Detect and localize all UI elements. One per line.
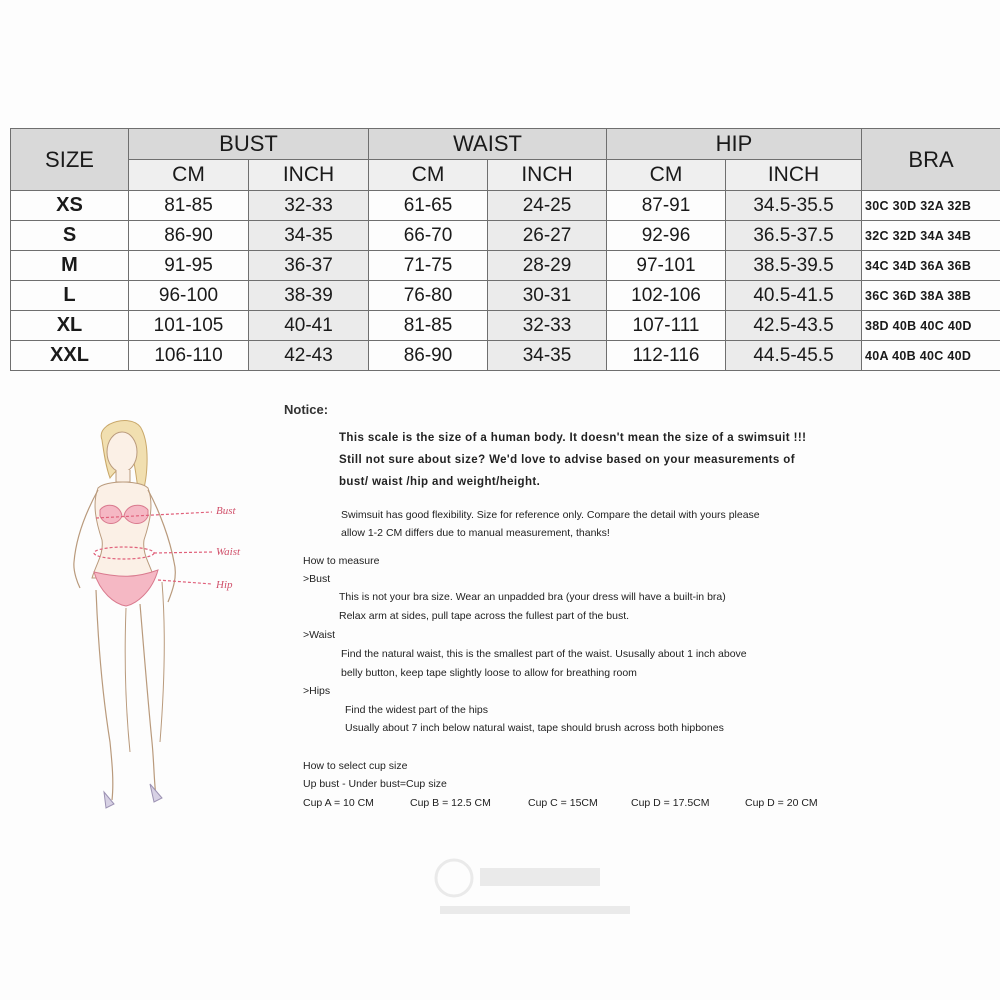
bust-cm-header: CM <box>129 160 249 191</box>
waist-inch-cell: 28-29 <box>488 251 607 281</box>
hip-inch-cell: 44.5-45.5 <box>726 341 862 371</box>
waist-inch-header: INCH <box>488 160 607 191</box>
how-to-measure-heading: How to measure <box>303 555 380 567</box>
cup-size-item: Cup C = 15CM <box>528 797 598 809</box>
bust-cm-cell: 81-85 <box>129 191 249 221</box>
waist-instruction: Find the natural waist, this is the smallest part of the waist. Ususally about 1 inch above <box>341 648 747 660</box>
notice-bold-line: This scale is the size of a human body. It doesn't mean the size of a swimsuit !!! <box>339 432 807 444</box>
waist-cm-cell: 76-80 <box>369 281 488 311</box>
size-cell: L <box>11 281 129 311</box>
bust-label: Bust <box>216 505 236 517</box>
size-cell: XXL <box>11 341 129 371</box>
bust-cm-cell: 101-105 <box>129 311 249 341</box>
hips-instruction: Find the widest part of the hips <box>345 704 488 716</box>
size-cell: S <box>11 221 129 251</box>
hip-cm-cell: 107-111 <box>607 311 726 341</box>
flexibility-note: allow 1-2 CM differs due to manual measurement, thanks! <box>341 527 610 539</box>
hip-cm-cell: 87-91 <box>607 191 726 221</box>
table-row <box>11 191 1000 221</box>
waist-cm-cell: 71-75 <box>369 251 488 281</box>
bust-instruction: Relax arm at sides, pull tape across the fullest part of the bust. <box>339 610 630 622</box>
hip-inch-cell: 42.5-43.5 <box>726 311 862 341</box>
waist-cm-cell: 66-70 <box>369 221 488 251</box>
hip-label: Hip <box>216 579 233 591</box>
figure-illustration <box>40 412 260 812</box>
waist-heading: >Waist <box>303 629 335 641</box>
hip-cm-header: CM <box>607 160 726 191</box>
cup-size-heading: How to select cup size <box>303 760 408 772</box>
size-cell: XL <box>11 311 129 341</box>
hip-cm-cell: 112-116 <box>607 341 726 371</box>
table-row <box>11 251 1000 281</box>
waist-inch-cell: 26-27 <box>488 221 607 251</box>
waist-cm-cell: 86-90 <box>369 341 488 371</box>
bust-cm-cell: 96-100 <box>129 281 249 311</box>
waist-cm-header: CM <box>369 160 488 191</box>
table-row <box>11 281 1000 311</box>
notice-bold-line: Still not sure about size? We'd love to advise based on your measurements of <box>339 454 795 466</box>
bust-instruction: This is not your bra size. Wear an unpadded bra (your dress will have a built-in bra) <box>339 591 726 603</box>
bra-cell: 30C 30D 32A 32B <box>862 191 1000 221</box>
cup-size-item: Cup B = 12.5 CM <box>410 797 491 809</box>
hip-cm-cell: 102-106 <box>607 281 726 311</box>
cup-size-item: Cup D = 17.5CM <box>631 797 710 809</box>
table-row <box>11 221 1000 251</box>
hip-inch-cell: 38.5-39.5 <box>726 251 862 281</box>
body-measurement-figure <box>40 412 260 812</box>
waist-inch-cell: 24-25 <box>488 191 607 221</box>
bust-cm-cell: 106-110 <box>129 341 249 371</box>
waist-inch-cell: 32-33 <box>488 311 607 341</box>
bra-cell: 38D 40B 40C 40D <box>862 311 1000 341</box>
cup-size-formula: Up bust - Under bust=Cup size <box>303 778 447 790</box>
bra-header: BRA <box>862 129 1000 191</box>
bust-inch-cell: 36-37 <box>249 251 369 281</box>
hip-header: HIP <box>607 129 862 160</box>
hip-cm-cell: 92-96 <box>607 221 726 251</box>
bust-cm-cell: 91-95 <box>129 251 249 281</box>
bra-cell: 40A 40B 40C 40D <box>862 341 1000 371</box>
waist-header: WAIST <box>369 129 607 160</box>
bust-inch-header: INCH <box>249 160 369 191</box>
waist-inch-cell: 34-35 <box>488 341 607 371</box>
hip-inch-cell: 40.5-41.5 <box>726 281 862 311</box>
size-cell: M <box>11 251 129 281</box>
cup-size-item: Cup A = 10 CM <box>303 797 374 809</box>
bra-cell: 36C 36D 38A 38B <box>862 281 1000 311</box>
notice-title: Notice: <box>284 402 329 417</box>
bust-header: BUST <box>129 129 369 160</box>
hip-inch-header: INCH <box>726 160 862 191</box>
hip-inch-cell: 34.5-35.5 <box>726 191 862 221</box>
size-chart-table <box>10 128 1000 371</box>
bust-inch-cell: 40-41 <box>249 311 369 341</box>
hip-cm-cell: 97-101 <box>607 251 726 281</box>
bust-inch-cell: 38-39 <box>249 281 369 311</box>
bust-cm-cell: 86-90 <box>129 221 249 251</box>
watermark-logo <box>420 848 640 928</box>
waist-cm-cell: 81-85 <box>369 311 488 341</box>
bust-inch-cell: 42-43 <box>249 341 369 371</box>
waist-label: Waist <box>216 546 241 558</box>
waist-instruction: belly button, keep tape slightly loose to allow for breathing room <box>341 667 637 679</box>
bra-cell: 34C 34D 36A 36B <box>862 251 1000 281</box>
bust-heading: >Bust <box>303 573 331 585</box>
bust-inch-cell: 32-33 <box>249 191 369 221</box>
size-header: SIZE <box>11 129 129 191</box>
flexibility-note: Swimsuit has good flexibility. Size for reference only. Compare the detail with yours please <box>341 509 760 521</box>
bust-inch-cell: 34-35 <box>249 221 369 251</box>
bra-cell: 32C 32D 34A 34B <box>862 221 1000 251</box>
cup-size-item: Cup D = 20 CM <box>745 797 818 809</box>
hip-inch-cell: 36.5-37.5 <box>726 221 862 251</box>
table-row <box>11 311 1000 341</box>
notice-bold-line: bust/ waist /hip and weight/height. <box>339 476 541 488</box>
hips-instruction: Usually about 7 inch below natural waist, tape should brush across both hipbones <box>345 722 724 734</box>
waist-inch-cell: 30-31 <box>488 281 607 311</box>
table-row <box>11 341 1000 371</box>
waist-cm-cell: 61-65 <box>369 191 488 221</box>
size-cell: XS <box>11 191 129 221</box>
hips-heading: >Hips <box>303 685 331 697</box>
